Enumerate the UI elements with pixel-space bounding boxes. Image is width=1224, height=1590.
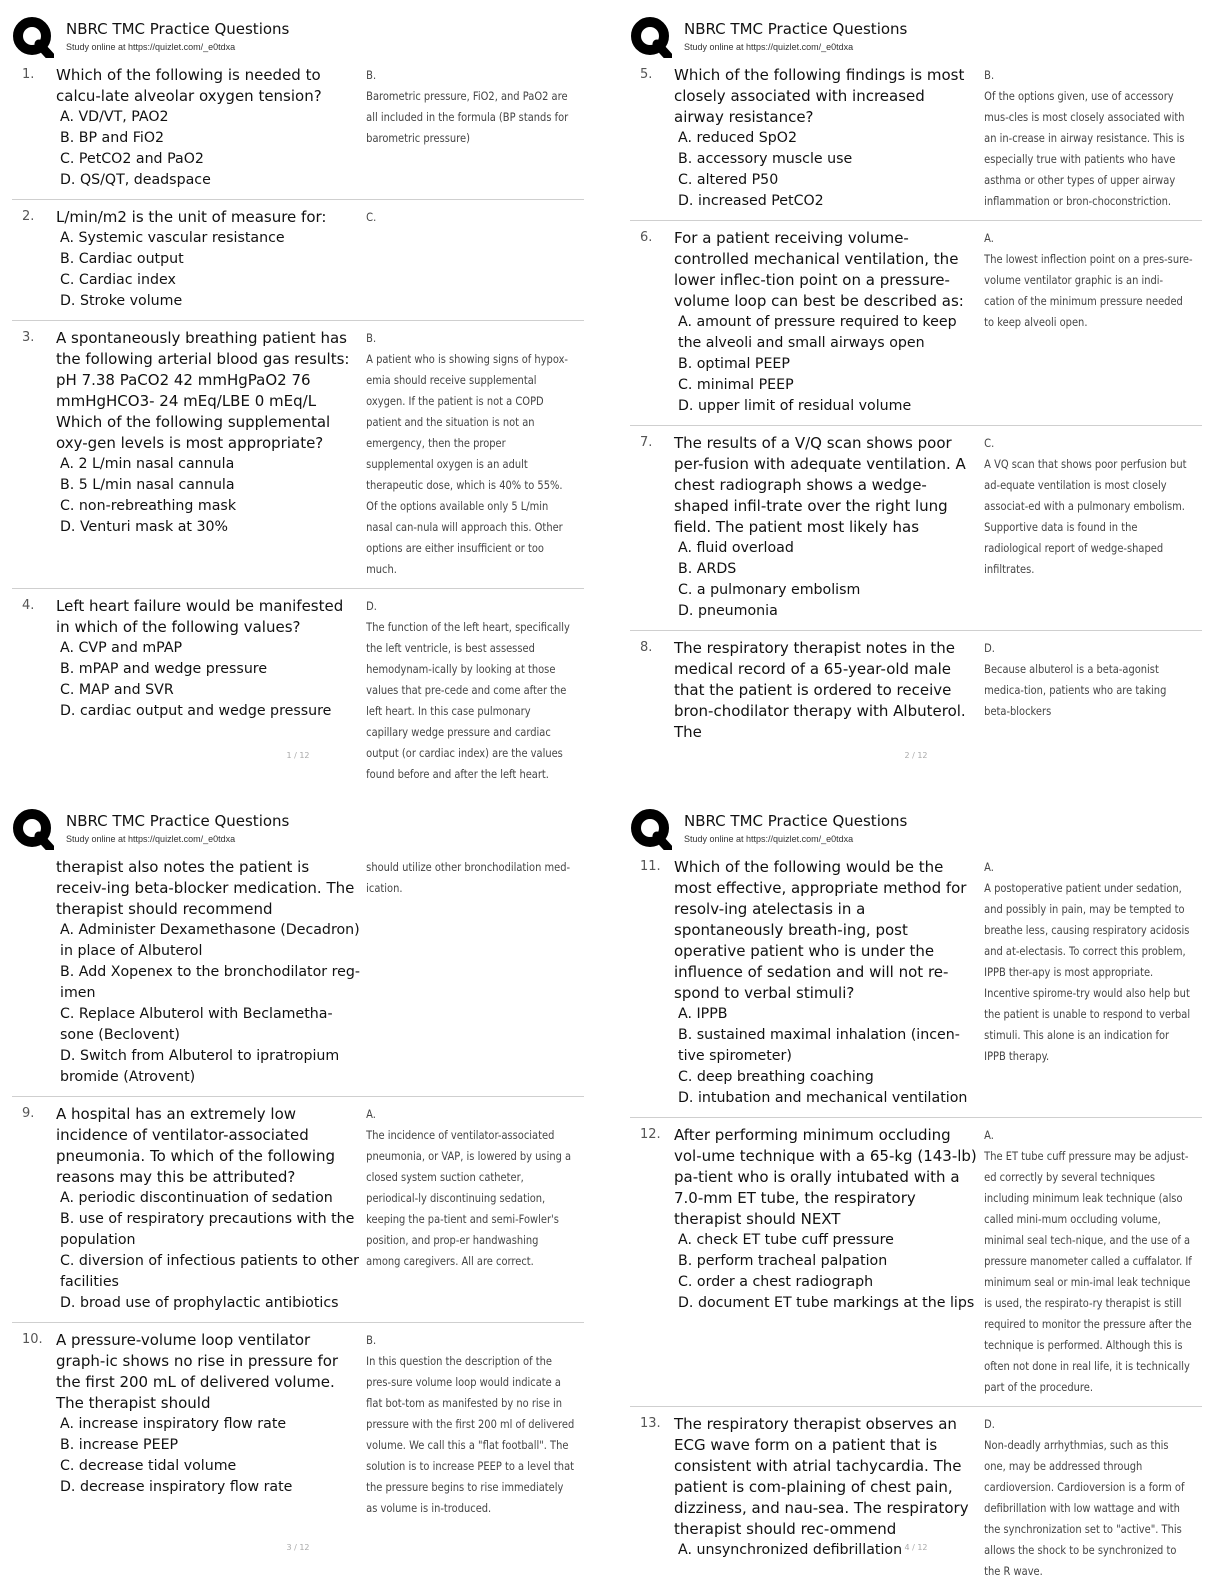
correct-answer: A. xyxy=(984,1128,994,1142)
quizlet-logo-icon xyxy=(630,808,672,850)
answer-option: C. order a chest radiograph xyxy=(678,1274,874,1290)
answer-option: A. IPPB xyxy=(678,1006,728,1022)
question-card xyxy=(630,58,1202,221)
answer-explanation: Of the options given, use of accessory mus-cles is most closely associated with an in-crease in airway resistance. This is especially true with patients who have asthma or other types of upper airway inflammation or bron-choconstriction. xyxy=(984,89,1185,208)
answer-option: A. amount of pressure required to keep the alveoli and small airways open xyxy=(678,314,957,351)
answer-option: B. accessory muscle use xyxy=(678,151,853,167)
answer-option: B. optimal PEEP xyxy=(678,356,790,372)
answer-option: D. increased PetCO2 xyxy=(678,193,824,209)
page-header xyxy=(12,806,584,850)
page-4 xyxy=(630,806,1202,1578)
answer-explanation: Barometric pressure, FiO2, and PaO2 are all included in the formula (BP stands for barometric pressure) xyxy=(366,89,569,145)
question-text: Which of the following findings is most closely associated with increased airway resistance? xyxy=(674,66,965,126)
answer-option: D. cardiac output and wedge pressure xyxy=(60,703,332,719)
question-card xyxy=(12,321,584,589)
header-title: NBRC TMC Practice Questions xyxy=(66,20,290,38)
answer-column xyxy=(979,228,1193,417)
answer-option: A. reduced SpO2 xyxy=(678,130,797,146)
answer-option: C. Replace Albuterol with Beclametha-sone (Beclovent) xyxy=(60,1006,333,1043)
answer-option: A. increase inspiratory flow rate xyxy=(60,1416,287,1432)
answer-column xyxy=(979,433,1193,622)
answer-option: D. Venturi mask at 30% xyxy=(60,519,229,535)
page-number: 2 / 12 xyxy=(904,751,928,760)
correct-answer: A. xyxy=(984,860,994,874)
answer-option: A. CVP and mPAP xyxy=(60,640,183,656)
question-number xyxy=(12,857,56,1088)
question-number: 12. xyxy=(640,1127,661,1142)
question-card xyxy=(630,426,1202,631)
answer-explanation: A patient who is showing signs of hypox-emia should receive supplemental oxygen. If the patient is not a COPD patient and the situation is not an emergency, then the proper supplemental oxygen is an adult therapeutic dose, which is 40% to 55%. Of the options available only 5 L/min nasal can-nula will approach this. Other options are either insufficient or too much. xyxy=(366,352,568,576)
answer-column xyxy=(361,207,575,312)
question-number: 4. xyxy=(22,598,35,613)
answer-column xyxy=(979,1125,1193,1398)
correct-answer: D. xyxy=(984,641,995,655)
question-card xyxy=(12,1097,584,1323)
question-text: therapist also notes the patient is receiv-ing beta-blocker medication. The therapist should recommend xyxy=(56,858,355,918)
answer-option: C. PetCO2 and PaO2 xyxy=(60,151,204,167)
page-header xyxy=(630,806,1202,850)
question-number: 3. xyxy=(22,330,35,345)
answer-explanation: A VQ scan that shows poor perfusion but ad-equate ventilation is most closely associat-ed with a pulmonary embolism. Supportive data is found in the radiological report of wedge-shaped infiltrates. xyxy=(984,457,1187,576)
question-number: 9. xyxy=(22,1106,35,1121)
answer-option: C. deep breathing coaching xyxy=(678,1069,874,1085)
answer-explanation: In this question the description of the pres-sure volume loop would indicate a flat bot-tom as manifested by no rise in pressure with the first 200 ml of delivered volume. We call this a "flat football". The solution is to increase PEEP to a level that the pressure begins to rise immediately as volume is in-troduced. xyxy=(366,1354,575,1515)
answer-option: A. Systemic vascular resistance xyxy=(60,230,285,246)
correct-answer: B. xyxy=(984,68,995,82)
page-number: 4 / 12 xyxy=(904,1543,928,1552)
answer-explanation: Because albuterol is a beta-agonist medica-tion, patients who are taking beta-blockers xyxy=(984,662,1167,718)
question-text: After performing minimum occluding vol-ume technique with a 65-kg (143-lb) pa-tient who is orally intubated with a 7.0-mm ET tube, the respiratory therapist should NEXT xyxy=(674,1126,977,1228)
answer-option: D. intubation and mechanical ventilation xyxy=(678,1090,968,1106)
question-card xyxy=(630,221,1202,426)
answer-explanation: A postoperative patient under sedation, and possibly in pain, may be tempted to breathe less, causing respiratory acidosis and at-electasis. To correct this problem, IPPB ther-apy is most appropriate. Incentive spirome-try would also help but the patient is unable to respond to verbal stimuli. This alone is an indication for IPPB therapy. xyxy=(984,881,1191,1063)
answer-option: D. pneumonia xyxy=(678,603,778,619)
page-2 xyxy=(630,14,1202,766)
answer-option: C. diversion of infectious patients to other facilities xyxy=(60,1253,360,1290)
answer-column xyxy=(361,328,575,580)
header-title: NBRC TMC Practice Questions xyxy=(66,812,290,830)
answer-option: D. upper limit of residual volume xyxy=(678,398,912,414)
answer-option: A. VD/VT, PAO2 xyxy=(60,109,169,125)
answer-option: C. altered P50 xyxy=(678,172,779,188)
answer-explanation: The incidence of ventilator-associated pneumonia, or VAP, is lowered by using a closed system suction catheter, periodical-ly discontinuing sedation, keeping the pa-tient and semi-Fowler's position, and prop-er handwashing among caregivers. All are correct. xyxy=(366,1128,572,1268)
page-3 xyxy=(12,806,584,1558)
correct-answer: D. xyxy=(366,599,377,613)
answer-option: D. broad use of prophylactic antibiotics xyxy=(60,1295,339,1311)
question-number: 6. xyxy=(640,230,653,245)
question-card xyxy=(12,850,584,1097)
answer-option: C. Cardiac index xyxy=(60,272,176,288)
answer-option: A. periodic discontinuation of sedation xyxy=(60,1190,333,1206)
answer-explanation: Non-deadly arrhythmias, such as this one, may be addressed through cardioversion. Cardioversion is a form of defibrillation with low wattage and with the synchronization set to "active". This allows the shock to be synchronized to the R wave. xyxy=(984,1438,1185,1578)
question-text: For a patient receiving volume-controlled mechanical ventilation, the lower inflec-tion point on a pressure-volume loop can best be described as: xyxy=(674,229,964,310)
question-number: 13. xyxy=(640,1416,661,1431)
answer-option: B. Add Xopenex to the bronchodilator reg-imen xyxy=(60,964,361,1001)
answer-column xyxy=(361,65,575,191)
answer-option: C. decrease tidal volume xyxy=(60,1458,237,1474)
header-study-link[interactable]: Study online at https://quizlet.com/_e0tdxa xyxy=(66,834,236,844)
question-number: 2. xyxy=(22,209,35,224)
question-text: Which of the following is needed to calcu-late alveolar oxygen tension? xyxy=(56,66,322,105)
answer-explanation: The lowest inflection point on a pres-sure-volume ventilator graphic is an indi-cation of the minimum pressure needed to keep alveoli open. xyxy=(984,252,1193,329)
page-number: 3 / 12 xyxy=(286,1543,310,1552)
header-study-link[interactable]: Study online at https://quizlet.com/_e0tdxa xyxy=(684,42,854,52)
answer-option: D. Stroke volume xyxy=(60,293,183,309)
correct-answer: A. xyxy=(984,231,994,245)
header-study-link[interactable]: Study online at https://quizlet.com/_e0tdxa xyxy=(684,834,854,844)
question-text: The respiratory therapist notes in the medical record of a 65-year-old male that the patient is ordered to receive bron-chodilator therapy with Albuterol. The xyxy=(674,639,966,741)
question-number: 11. xyxy=(640,859,661,874)
answer-column xyxy=(361,1330,575,1519)
question-text: A spontaneously breathing patient has the following arterial blood gas results: pH 7.38 PaCO2 42 mmHgPaO2 76 mmHgHCO3- 24 mEq/LBE 0 mEq/L Which of the following supplemental oxy-gen levels is most appropriate? xyxy=(56,329,350,452)
correct-answer: B. xyxy=(366,68,377,82)
answer-option: B. perform tracheal palpation xyxy=(678,1253,888,1269)
answer-explanation: should utilize other bronchodilation med-ication. xyxy=(366,860,571,895)
answer-option: D. QS/QT, deadspace xyxy=(60,172,211,188)
quizlet-logo-icon xyxy=(12,808,54,850)
answer-explanation: The ET tube cuff pressure may be adjust-ed correctly by several techniques including minimum leak technique (also called mini-mum occluding volume, minimal seal tech-nique, and the use of a pressure manometer called a cuffalator. If minimum seal or min-imal leak technique is used, the respirato-ry therapist is still required to monitor the pressure after the technique is performed. Although this is often not done in real life, it is technically part of the procedure. xyxy=(984,1149,1192,1394)
question-text: A hospital has an extremely low incidence of ventilator-associated pneumonia. To which of the following reasons may this be attributed? xyxy=(56,1105,336,1186)
answer-explanation: The function of the left heart, specifically the left ventricle, is best assessed hemodynam-ically by looking at those values that pre-cede and come after the left heart. In this case pulmonary capillary wedge pressure and cardiac output (or cardiac index) are the values found before and after the left heart. xyxy=(366,620,570,781)
answer-option: B. sustained maximal inhalation (incen-tive spirometer) xyxy=(678,1027,960,1064)
correct-answer: C. xyxy=(366,210,377,224)
answer-option: C. minimal PEEP xyxy=(678,377,794,393)
page-number: 1 / 12 xyxy=(286,751,310,760)
question-text: The respiratory therapist observes an ECG wave form on a patient that is consistent with atrial tachycardia. The patient is com-plaining of chest pain, dizziness, and nau-sea. The respiratory therapist should rec-ommend xyxy=(674,1415,969,1538)
answer-option: B. BP and FiO2 xyxy=(60,130,165,146)
answer-option: D. document ET tube markings at the lips xyxy=(678,1295,975,1311)
answer-column xyxy=(979,1414,1193,1582)
answer-option: A. 2 L/min nasal cannula xyxy=(60,456,235,472)
answer-option: C. MAP and SVR xyxy=(60,682,174,698)
answer-option: A. check ET tube cuff pressure xyxy=(678,1232,894,1248)
question-card xyxy=(12,589,584,793)
answer-column xyxy=(361,857,575,1088)
correct-answer: B. xyxy=(366,1333,377,1347)
question-card xyxy=(630,1118,1202,1407)
question-card xyxy=(12,1323,584,1527)
header-study-link[interactable]: Study online at https://quizlet.com/_e0tdxa xyxy=(66,42,236,52)
question-card xyxy=(12,58,584,200)
correct-answer: B. xyxy=(366,331,377,345)
question-card xyxy=(630,631,1202,751)
correct-answer: A. xyxy=(366,1107,376,1121)
answer-option: B. increase PEEP xyxy=(60,1437,179,1453)
question-number: 8. xyxy=(640,640,653,655)
question-text: Which of the following would be the most effective, appropriate method for resolv-ing atelectasis in a spontaneously breath-ing, post operative patient who is under the influence of sedation and will not re-spond to verbal stimuli? xyxy=(674,858,967,1002)
page-1 xyxy=(12,14,584,781)
answer-option: A. Administer Dexamethasone (Decadron) in place of Albuterol xyxy=(60,922,360,959)
answer-column xyxy=(979,857,1193,1109)
question-text: The results of a V/Q scan shows poor per-fusion with adequate ventilation. A chest radiograph shows a wedge-shaped infil-trate over the right lung field. The patient most likely has xyxy=(674,434,966,536)
answer-column xyxy=(361,1104,575,1314)
question-number: 7. xyxy=(640,435,653,450)
question-card xyxy=(12,200,584,321)
answer-option: B. use of respiratory precautions with the population xyxy=(60,1211,355,1248)
page-header xyxy=(12,14,584,58)
correct-answer: C. xyxy=(984,436,995,450)
answer-option: B. mPAP and wedge pressure xyxy=(60,661,268,677)
answer-option: D. Switch from Albuterol to ipratropium bromide (Atrovent) xyxy=(60,1048,340,1085)
question-number: 1. xyxy=(22,67,35,82)
answer-option: D. decrease inspiratory flow rate xyxy=(60,1479,293,1495)
question-card xyxy=(630,850,1202,1118)
page-header xyxy=(630,14,1202,58)
answer-option: B. 5 L/min nasal cannula xyxy=(60,477,235,493)
answer-option: A. unsynchronized defibrillation xyxy=(678,1542,903,1558)
question-text: L/min/m2 is the unit of measure for: xyxy=(56,208,327,226)
answer-option: C. a pulmonary embolism xyxy=(678,582,861,598)
answer-option: A. fluid overload xyxy=(678,540,794,556)
question-number: 10. xyxy=(22,1332,43,1347)
question-number: 5. xyxy=(640,67,653,82)
question-text: A pressure-volume loop ventilator graph-ic shows no rise in pressure for the first 200 mL of delivered volume. The therapist should xyxy=(56,1331,339,1412)
question-card xyxy=(630,1407,1202,1590)
answer-column xyxy=(979,638,1193,743)
question-text: Left heart failure would be manifested in which of the following values? xyxy=(56,597,344,636)
answer-option: B. Cardiac output xyxy=(60,251,184,267)
quizlet-logo-icon xyxy=(12,16,54,58)
answer-option: C. non-rebreathing mask xyxy=(60,498,237,514)
answer-option: B. ARDS xyxy=(678,561,737,577)
correct-answer: D. xyxy=(984,1417,995,1431)
header-title: NBRC TMC Practice Questions xyxy=(684,20,908,38)
header-title: NBRC TMC Practice Questions xyxy=(684,812,908,830)
answer-column xyxy=(979,65,1193,212)
quizlet-logo-icon xyxy=(630,16,672,58)
